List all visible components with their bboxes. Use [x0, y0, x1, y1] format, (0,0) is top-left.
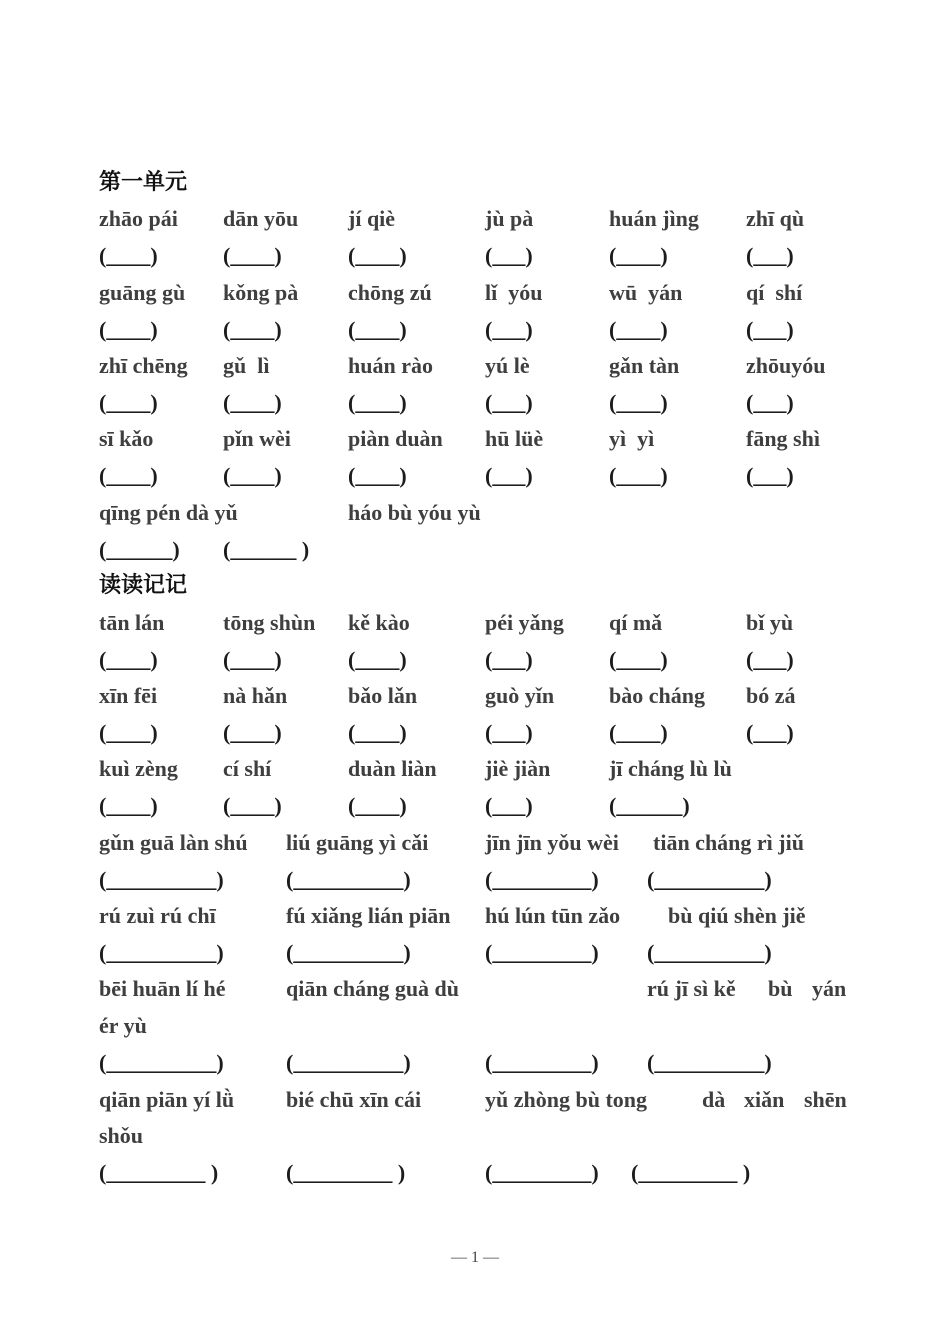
- answer-blank[interactable]: (____): [609, 317, 668, 342]
- pinyin-idiom: qiān cháng guà dù: [286, 976, 460, 1001]
- answer-blank[interactable]: (____): [99, 720, 158, 745]
- pinyin-word: fāng shì: [746, 426, 820, 451]
- answer-blank[interactable]: (____): [99, 793, 158, 818]
- answer-blank[interactable]: (_________): [485, 1050, 599, 1075]
- answer-blank[interactable]: (____): [99, 243, 158, 268]
- pinyin-word: zhī chēng: [99, 353, 188, 378]
- pinyin-word: dān yōu: [223, 206, 299, 231]
- pinyin-word: duàn liàn: [348, 756, 437, 781]
- answer-blank[interactable]: (___): [485, 317, 533, 342]
- answer-blank[interactable]: (____): [223, 463, 282, 488]
- answer-blank[interactable]: (____): [223, 720, 282, 745]
- page-number: — 1 —: [451, 1249, 499, 1266]
- pinyin-word: bào cháng: [609, 683, 705, 708]
- answer-blank[interactable]: (___): [746, 463, 794, 488]
- pinyin-word: guāng gù: [99, 280, 186, 305]
- answer-blank[interactable]: (_________ ): [631, 1160, 751, 1185]
- pinyin-word: pǐn wèi: [223, 426, 291, 451]
- answer-blank[interactable]: (____): [348, 463, 407, 488]
- answer-blank[interactable]: (__________): [99, 1050, 224, 1075]
- pinyin-word: tān lán: [99, 610, 165, 635]
- answer-blank[interactable]: (____): [348, 720, 407, 745]
- pinyin-idiom-continued: ér yù: [99, 1013, 147, 1038]
- pinyin-word: qí mǎ: [609, 610, 663, 635]
- answer-blank[interactable]: (___): [485, 720, 533, 745]
- pinyin-idiom: liú guāng yì cǎi: [286, 830, 429, 855]
- pinyin-idiom: bēi huān lí hé: [99, 976, 226, 1001]
- answer-blank[interactable]: (____): [609, 463, 668, 488]
- answer-blank[interactable]: (____): [609, 720, 668, 745]
- pinyin-word: hū lüè: [485, 426, 544, 451]
- pinyin-idiom: bié chū xīn cái: [286, 1087, 422, 1112]
- answer-blank[interactable]: (___): [485, 390, 533, 415]
- pinyin-word: sī kǎo: [99, 426, 154, 451]
- pinyin-word: guò yǐn: [485, 683, 555, 708]
- answer-blank[interactable]: (___): [485, 793, 533, 818]
- pinyin-word: cí shí: [223, 756, 272, 781]
- pinyin-idiom: rú jī sì kě: [647, 976, 736, 1001]
- answer-blank[interactable]: (__________): [286, 940, 411, 965]
- answer-blank[interactable]: (____): [609, 647, 668, 672]
- section-heading-unit-one: 第一单元: [99, 169, 188, 195]
- pinyin-idiom: fú xiǎng lián piān: [286, 903, 451, 928]
- answer-blank[interactable]: (__________): [286, 1050, 411, 1075]
- answer-blank[interactable]: (___): [746, 647, 794, 672]
- pinyin-word: kě kào: [348, 610, 410, 635]
- answer-blank[interactable]: (____): [223, 243, 282, 268]
- answer-blank[interactable]: (_________): [485, 867, 599, 892]
- pinyin-idiom: dà: [702, 1087, 726, 1112]
- pinyin-idiom: qiān piān yí lǜ: [99, 1087, 235, 1112]
- answer-blank[interactable]: (____): [99, 317, 158, 342]
- answer-blank[interactable]: (____): [223, 317, 282, 342]
- pinyin-word: gǔ lì: [223, 353, 270, 378]
- answer-blank[interactable]: (____): [223, 647, 282, 672]
- pinyin-idiom: bù: [768, 976, 793, 1001]
- answer-blank[interactable]: (____): [348, 317, 407, 342]
- answer-blank[interactable]: (__________): [647, 940, 772, 965]
- answer-blank[interactable]: (______): [99, 537, 180, 562]
- answer-blank[interactable]: (____): [99, 390, 158, 415]
- answer-blank[interactable]: (______): [609, 793, 690, 818]
- pinyin-idiom: qīng pén dà yǔ: [99, 500, 238, 525]
- answer-blank[interactable]: (___): [746, 720, 794, 745]
- answer-blank[interactable]: (____): [348, 793, 407, 818]
- pinyin-word: bǎo lǎn: [348, 683, 418, 708]
- answer-blank[interactable]: (_________ ): [99, 1160, 219, 1185]
- answer-blank[interactable]: (____): [348, 647, 407, 672]
- pinyin-idiom: rú zuì rú chī: [99, 903, 216, 928]
- pinyin-word: zhōuyóu: [746, 353, 826, 378]
- answer-blank[interactable]: (______ ): [223, 537, 310, 562]
- pinyin-word: lǐ yóu: [485, 280, 543, 305]
- answer-blank[interactable]: (____): [609, 243, 668, 268]
- answer-blank[interactable]: (_________): [485, 940, 599, 965]
- answer-blank[interactable]: (__________): [99, 940, 224, 965]
- pinyin-idiom: háo bù yóu yù: [348, 500, 481, 525]
- pinyin-word: qí shí: [746, 280, 803, 305]
- answer-blank[interactable]: (___): [485, 647, 533, 672]
- pinyin-word: tōng shùn: [223, 610, 316, 635]
- answer-blank[interactable]: (__________): [647, 1050, 772, 1075]
- pinyin-idiom: gǔn guā làn shú: [99, 830, 248, 855]
- pinyin-idiom: xiǎn: [744, 1087, 785, 1112]
- answer-blank[interactable]: (_________ ): [286, 1160, 406, 1185]
- pinyin-idiom: yán: [812, 976, 847, 1001]
- pinyin-word: jù pà: [485, 206, 534, 231]
- pinyin-word: bó zá: [746, 683, 796, 708]
- pinyin-word: bǐ yù: [746, 610, 794, 635]
- answer-blank[interactable]: (___): [485, 243, 533, 268]
- answer-blank[interactable]: (___): [485, 463, 533, 488]
- pinyin-word: zhāo pái: [99, 206, 178, 231]
- pinyin-word: xīn fēi: [99, 683, 158, 708]
- answer-blank[interactable]: (____): [223, 793, 282, 818]
- pinyin-word: kuì zèng: [99, 756, 178, 781]
- pinyin-word: piàn duàn: [348, 426, 443, 451]
- answer-blank[interactable]: (___): [746, 317, 794, 342]
- pinyin-idiom: tiān cháng rì jiǔ: [653, 830, 804, 855]
- answer-blank[interactable]: (__________): [99, 867, 224, 892]
- pinyin-word: zhī qù: [746, 206, 805, 231]
- pinyin-word: jiè jiàn: [485, 756, 551, 781]
- pinyin-idiom: jīn jīn yǒu wèi: [485, 830, 619, 855]
- answer-blank[interactable]: (_________): [485, 1160, 599, 1185]
- pinyin-word: yì yì: [609, 426, 655, 451]
- pinyin-word: huán jìng: [609, 206, 699, 231]
- answer-blank[interactable]: (__________): [647, 867, 772, 892]
- answer-blank[interactable]: (____): [348, 390, 407, 415]
- pinyin-word: péi yǎng: [485, 610, 564, 635]
- pinyin-idiom: bù qiú shèn jiě: [668, 903, 806, 928]
- pinyin-idiom: yǔ zhòng bù tong: [485, 1087, 648, 1112]
- pinyin-idiom: shēn: [804, 1087, 847, 1112]
- answer-blank[interactable]: (___): [746, 390, 794, 415]
- answer-blank[interactable]: (____): [99, 647, 158, 672]
- pinyin-word: jī cháng lù lù: [609, 756, 732, 781]
- pinyin-idiom-continued: shǒu: [99, 1123, 144, 1148]
- answer-blank[interactable]: (__________): [286, 867, 411, 892]
- answer-blank[interactable]: (____): [348, 243, 407, 268]
- answer-blank[interactable]: (____): [609, 390, 668, 415]
- section-heading-read-and-memorize: 读读记记: [99, 572, 188, 598]
- pinyin-word: wū yán: [609, 280, 683, 305]
- answer-blank[interactable]: (____): [99, 463, 158, 488]
- pinyin-word: huán rào: [348, 353, 433, 378]
- pinyin-word: nà hǎn: [223, 683, 288, 708]
- pinyin-word: kǒng pà: [223, 280, 299, 305]
- answer-blank[interactable]: (___): [746, 243, 794, 268]
- pinyin-word: gǎn tàn: [609, 353, 680, 378]
- pinyin-word: yú lè: [485, 353, 530, 378]
- pinyin-word: chōng zú: [348, 280, 432, 305]
- answer-blank[interactable]: (____): [223, 390, 282, 415]
- pinyin-word: jí qiè: [348, 206, 396, 231]
- pinyin-idiom: hú lún tūn zǎo: [485, 903, 621, 928]
